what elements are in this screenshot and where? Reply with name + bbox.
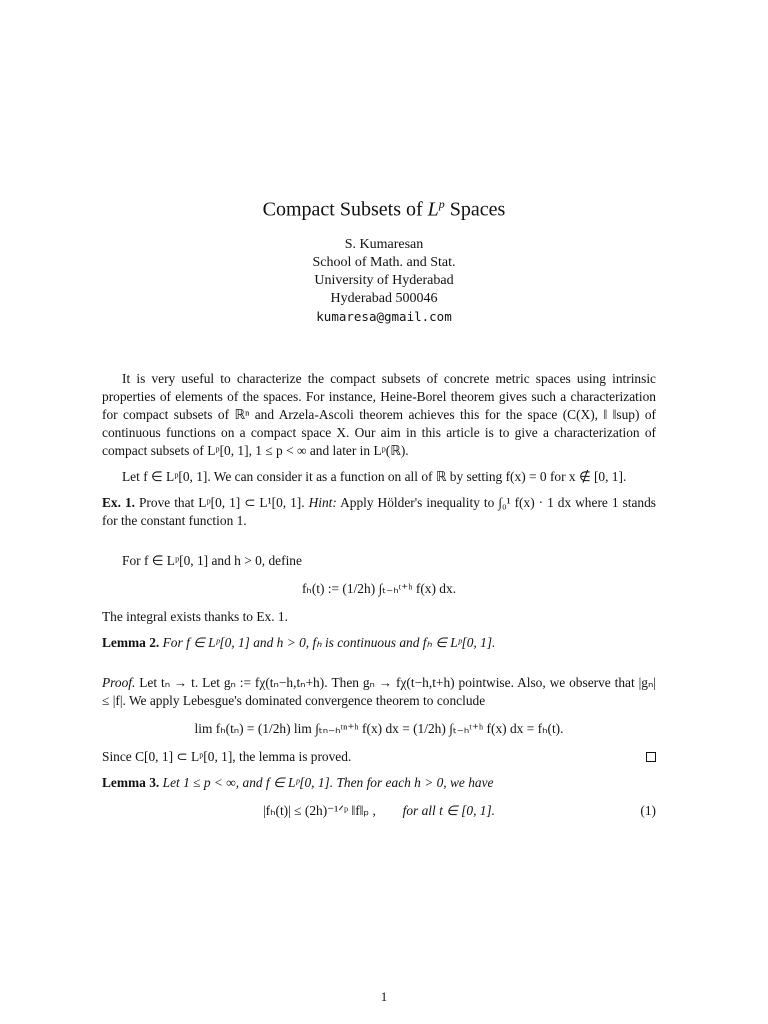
- paper-body: [102, 370, 656, 830]
- author-dept: School of Math. and Stat.: [312, 255, 456, 270]
- lemma-2: [102, 634, 656, 652]
- title-text: Compact Subsets of: [262, 198, 428, 221]
- author-email[interactable]: kumaresa@gmail.com: [316, 309, 452, 324]
- author-name: S. Kumaresan: [344, 237, 424, 252]
- title-sup: p: [438, 197, 445, 211]
- paper-title: [0, 190, 768, 224]
- exercise-1: [102, 494, 656, 530]
- page-number: 1: [380, 989, 388, 1004]
- hint-label: Hint:: [308, 495, 337, 510]
- lemma-2-label: Lemma 2.: [102, 635, 160, 650]
- lemma-3: [102, 774, 656, 792]
- equation-1-condition: for all t ∈ [0, 1].: [402, 803, 496, 818]
- exists-paragraph: The integral exists thanks to Ex. 1.: [102, 609, 288, 624]
- proof-paragraph: [102, 674, 656, 710]
- title-letter: L: [427, 198, 439, 221]
- author-univ: University of Hyderabad: [314, 273, 454, 288]
- equation-limit: lim fₕ(tₙ) = (1/2h) lim ∫ₜₙ₋ₕᵗⁿ⁺ʰ f(x) dx = (1/2h) ∫ₜ₋ₕᵗ⁺ʰ f(x) dx = fₕ(t).: [194, 721, 564, 736]
- exercise-text: Prove that Lᵖ[0, 1] ⊂ L¹[0, 1].: [135, 495, 309, 510]
- intro-paragraph: It is very useful to characterize the compact subsets of concrete metric spaces using intrinsic properties of elements of the spaces. For instance, Heine-Borel theorem gives such a characterization for compact subsets of ℝⁿ and Arzela-Ascoli theorem achieves this for the space (C(X), ‖ ‖sup) of continuous functions on a compact space X. Our aim in this article is to give a characterization of compact subsets of Lᵖ[0, 1], 1 ≤ p < ∞ and later in Lᵖ(ℝ).: [102, 371, 656, 458]
- exercise-label: Ex. 1.: [102, 495, 135, 510]
- lemma-3-text: Let 1 ≤ p < ∞, and f ∈ Lᵖ[0, 1]. Then for each h > 0, we have: [159, 775, 494, 790]
- equation-1-number: (1): [640, 803, 656, 818]
- setup-paragraph: Let f ∈ Lᵖ[0, 1]. We can consider it as a function on all of ℝ by setting f(x) = 0 for x ∉ [0, 1].: [122, 469, 627, 484]
- proof-text: Let tₙ → t. Let gₙ := fχ(tₙ−h,tₙ+h). Then gₙ → fχ(t−h,t+h) pointwise. Also, we observe that |gₙ| ≤ |f|. We apply Lebesgue's dominated convergence theorem to conclude: [102, 675, 656, 708]
- equation-1: [102, 802, 656, 820]
- define-paragraph: For f ∈ Lᵖ[0, 1] and h > 0, define: [122, 553, 302, 568]
- equation-1-lhs: |fₕ(t)| ≤ (2h)⁻¹ᐟᵖ ‖f‖ₚ ,: [262, 803, 376, 818]
- lemma-3-label: Lemma 3.: [102, 775, 160, 790]
- since-paragraph: [102, 748, 656, 766]
- author-city: Hyderabad 500046: [330, 291, 438, 306]
- hint-text: Apply Hölder's inequality to ∫₀¹ f(x) · 1 dx where 1 stands for the constant function 1.: [102, 495, 656, 528]
- equation-fh: fₕ(t) := (1/2h) ∫ₜ₋ₕᵗ⁺ʰ f(x) dx.: [301, 581, 457, 596]
- qed-square-icon: [646, 752, 656, 762]
- since-text: Since C[0, 1] ⊂ Lᵖ[0, 1], the lemma is proved.: [102, 749, 352, 764]
- author-block: [0, 236, 768, 326]
- lemma-2-text: For f ∈ Lᵖ[0, 1] and h > 0, fₕ is continuous and fₕ ∈ Lᵖ[0, 1].: [159, 635, 496, 650]
- title-tail: Spaces: [444, 198, 506, 221]
- proof-label: Proof.: [102, 675, 136, 690]
